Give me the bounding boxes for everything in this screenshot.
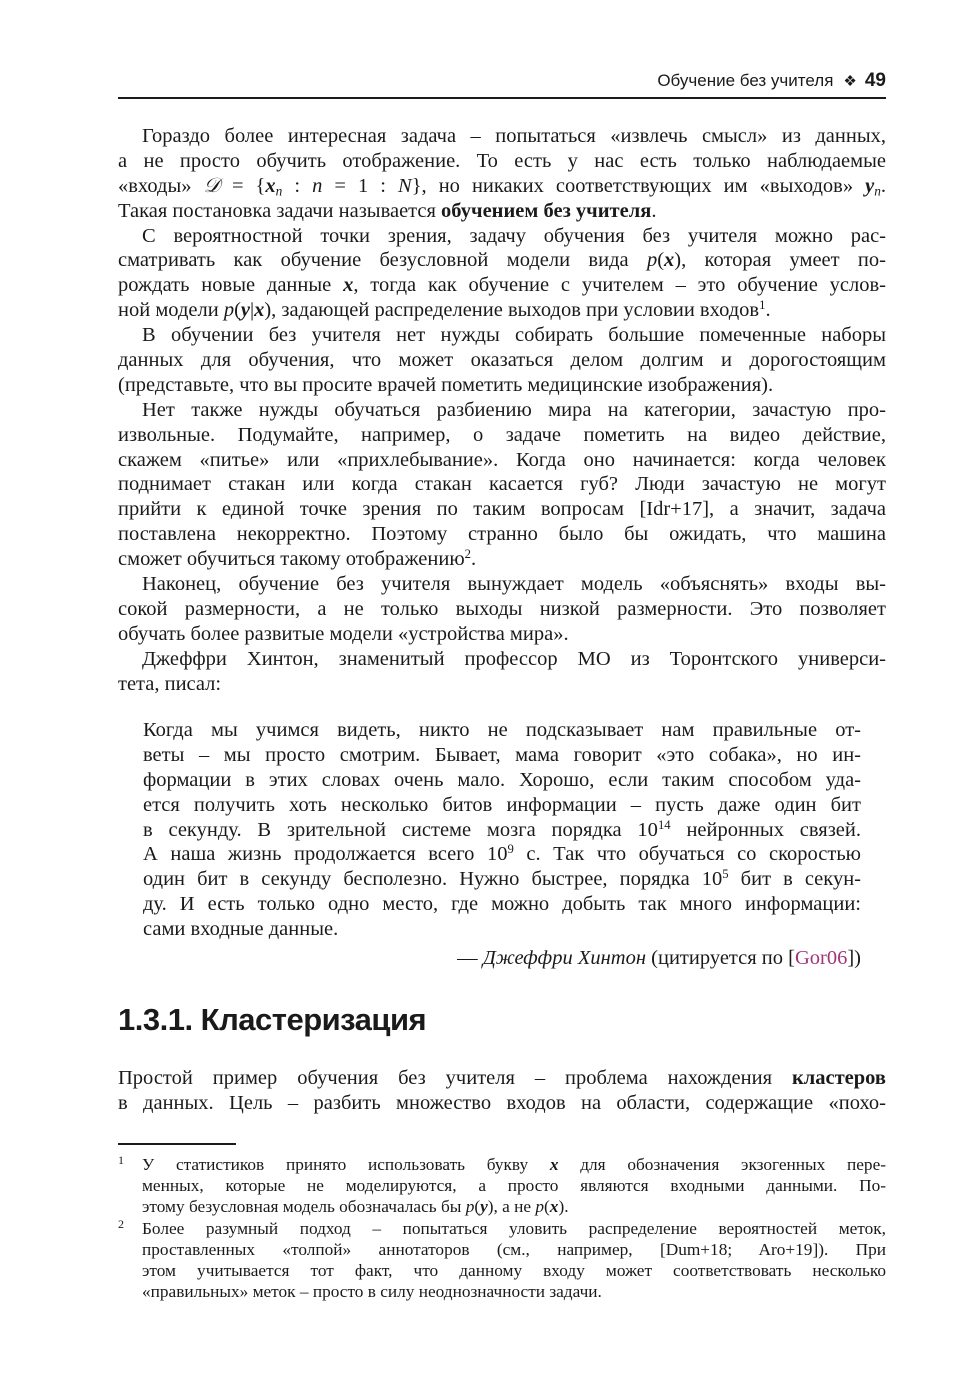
text-segment: p	[535, 1197, 545, 1217]
text-line	[143, 892, 861, 917]
text-segment: = {	[219, 174, 266, 197]
text-segment: 1	[759, 298, 766, 313]
text-line	[118, 224, 886, 249]
footnote-number: 2	[118, 1216, 124, 1231]
text-segment: поднимает стакан или когда стакан касается губ? Люди зачастую не могут	[118, 473, 886, 496]
text-segment: кластеров	[791, 1067, 886, 1089]
text-line	[118, 472, 886, 497]
text-segment: а не просто обучить отображение. То есть у нас есть только наблюдаемые	[118, 149, 886, 172]
text-segment: x	[343, 274, 354, 297]
text-line	[142, 1196, 886, 1217]
text-segment: 𝒟	[203, 174, 220, 197]
text-segment: 5	[722, 867, 729, 882]
text-segment: (	[234, 299, 241, 322]
text-segment: ется получить хоть несколько битов информации – пусть даже один бит	[143, 793, 861, 816]
citation-link[interactable]: Gor06	[794, 947, 848, 969]
text-segment: (	[474, 1197, 481, 1217]
text-segment: извольные. Подумайте, например, о задаче пометить на видео действие,	[118, 423, 886, 446]
text-segment: Такая постановка задачи называется	[118, 199, 442, 222]
text-segment: n	[874, 183, 881, 199]
text-line	[118, 448, 886, 473]
text-segment: x	[664, 249, 675, 272]
text-segment: |	[250, 299, 255, 322]
text-line	[118, 522, 886, 547]
text-segment: обучать более развитые модели «устройства мира».	[118, 622, 569, 645]
text-line	[118, 622, 886, 647]
section-heading: 1.3.1. Кластеризация	[118, 1002, 427, 1037]
text-segment: В обучении без учителя нет нужды собирать большие помеченные наборы	[142, 324, 886, 347]
footnote-number: 1	[118, 1153, 124, 1167]
text-segment: Гораздо более интересная задача – попытаться «извлечь смысл» из данных,	[142, 125, 886, 147]
text-line	[118, 348, 886, 373]
text-segment: .	[765, 299, 771, 322]
text-line	[118, 373, 886, 398]
text-line	[143, 718, 861, 743]
text-segment: этому безусловная модель обозначалась бы	[142, 1197, 466, 1217]
text-line	[142, 1175, 886, 1196]
text-segment: нейронных связей.	[670, 818, 861, 841]
text-line	[118, 497, 886, 522]
text-segment: ), которая умеет по-	[674, 249, 886, 272]
text-segment: 9	[507, 842, 514, 857]
text-segment: , тогда как обучение с учителем – это обучение услов-	[353, 274, 887, 297]
text-segment: 2	[464, 547, 472, 562]
text-segment: с. Так что обучаться со скоростью	[513, 843, 861, 866]
text-line	[118, 298, 886, 323]
running-title: Обучение без учителя	[657, 71, 834, 90]
text-segment: (	[544, 1197, 550, 1217]
text-segment: Наконец, обучение без учителя вынуждает модель «объяснять» входы вы-	[142, 573, 886, 596]
text-segment: (	[657, 249, 665, 272]
text-segment: У статистиков принято использовать букву	[142, 1155, 550, 1174]
text-line	[142, 1154, 886, 1175]
attr-pre: (цитируется по [	[646, 947, 795, 969]
text-segment: менных, которые не моделируются, а просто являются входными данными. По-	[142, 1176, 886, 1196]
text-segment: для обозначения экзогенных пере-	[558, 1155, 886, 1174]
text-segment: данных для обучения, что может оказаться делом долгим и дорогостоящим	[118, 349, 886, 372]
header-rule	[118, 97, 886, 99]
text-line	[142, 1281, 886, 1302]
text-line	[118, 423, 886, 448]
quote-attribution	[143, 947, 861, 970]
text-segment: ной модели	[118, 299, 224, 322]
text-line	[118, 597, 886, 622]
text-segment: ), а не	[487, 1197, 536, 1217]
text-segment: рождать новые данные	[118, 274, 344, 297]
text-segment: Джеффри Хинтон, знаменитый профессор МО из Торонтского универси-	[142, 647, 886, 670]
attr-author: Джеффри Хинтон	[482, 947, 647, 969]
text-segment: .	[471, 548, 477, 571]
footnote-rule	[118, 1143, 236, 1145]
text-segment: p	[223, 299, 235, 322]
attr-post: ])	[847, 947, 861, 969]
text-line	[142, 1260, 886, 1281]
text-segment: в секунду. В зрительной системе мозга порядка 10	[143, 818, 658, 841]
text-segment: p	[646, 249, 658, 272]
text-segment: сможет обучиться такому отображению	[118, 548, 465, 571]
text-line	[118, 273, 886, 298]
text-line	[118, 572, 886, 597]
text-segment: А наша жизнь продолжается всего 10	[143, 843, 508, 866]
ornament-icon: ❖	[843, 73, 857, 90]
text-segment: поставлена некорректно. Поэтому странно было бы ожидать, что машина	[118, 523, 886, 546]
text-segment: «входы»	[118, 174, 204, 197]
footnotes	[118, 1154, 886, 1302]
text-segment: сами входные данные.	[143, 918, 339, 941]
text-line	[142, 1218, 886, 1239]
text-segment: веты – мы просто смотрим. Бывает, мама говорит «это собака», но ин-	[143, 743, 861, 766]
text-line	[118, 248, 886, 273]
text-line	[143, 768, 861, 793]
running-header	[118, 70, 886, 96]
text-segment: ), задающей распределение выходов при условии входов	[264, 299, 760, 322]
body-text	[118, 124, 886, 696]
text-segment: .	[880, 174, 887, 197]
text-line	[118, 398, 886, 423]
text-segment: Простой пример обучения без учителя – проблема нахождения	[118, 1067, 792, 1089]
text-segment: скажем «питье» или «прихлебывание». Когда оно начинается: когда человек	[118, 448, 886, 471]
text-segment: «правильных» меток – просто в силу неоднозначности задачи.	[142, 1282, 602, 1302]
text-line	[143, 743, 861, 768]
page-number: 49	[864, 70, 886, 91]
text-segment: формации в этих словах очень мало. Хорошо, если таким способом уда-	[143, 768, 861, 791]
text-segment: n	[312, 174, 323, 197]
text-segment: бит в секун-	[728, 868, 861, 891]
text-segment: y	[865, 174, 875, 197]
text-line	[143, 818, 861, 843]
text-segment: обучением без учителя	[441, 199, 652, 222]
text-segment: 14	[657, 817, 671, 832]
text-line	[118, 149, 886, 174]
text-segment: x	[549, 1155, 559, 1174]
text-segment: ).	[558, 1197, 569, 1217]
text-segment: прийти к единой точке зрения по таким вопросам [Idr+17], а значит, задача	[118, 498, 886, 521]
text-line	[143, 842, 861, 867]
text-segment: Нет также нужды обучаться разбиению мира на категории, зачастую про-	[142, 398, 886, 421]
text-line	[143, 793, 861, 818]
text-segment: (представьте, что вы просите врачей пометить медицинские изображения).	[118, 373, 774, 396]
text-segment: x	[254, 299, 265, 322]
text-segment: сматривать как обучение безусловной модели вида	[118, 249, 647, 272]
text-segment: в данных. Цель – разбить множество входов на области, содержащие «похо-	[118, 1091, 886, 1114]
text-segment: N	[398, 174, 412, 197]
text-segment: x	[549, 1197, 559, 1217]
blockquote	[143, 718, 861, 942]
text-line	[143, 917, 861, 942]
text-segment: = 1 :	[322, 174, 399, 197]
text-segment: .	[651, 199, 657, 222]
text-line	[142, 1239, 886, 1260]
text-segment: этом учитывается тот факт, что данному входу может соответствовать несколько	[142, 1260, 886, 1280]
text-segment: y	[480, 1197, 488, 1217]
text-segment: y	[240, 299, 250, 322]
text-line	[118, 1066, 886, 1091]
text-segment: x	[265, 174, 276, 197]
text-line	[118, 323, 886, 348]
text-segment: }, но никаких соответствующих им «выходов»	[411, 174, 866, 197]
text-segment: p	[465, 1197, 475, 1217]
text-line	[118, 174, 886, 199]
text-segment: С вероятностной точки зрения, задачу обучения без учителя можно рас-	[142, 224, 886, 247]
text-segment: :	[282, 174, 313, 197]
section-paragraph	[118, 1066, 886, 1116]
attr-dash: —	[457, 947, 483, 969]
text-segment: Более разумный подход – попытаться уловить распределение вероятностей меток,	[142, 1218, 886, 1238]
text-line	[118, 672, 886, 697]
text-segment: проставленных «толпой» аннотаторов (см., например, [Dum+18; Aro+19]). При	[142, 1239, 886, 1259]
text-line	[118, 647, 886, 672]
text-segment: тета, писал:	[118, 672, 222, 695]
footnote	[118, 1218, 886, 1303]
text-segment: n	[275, 183, 283, 199]
footnote	[118, 1154, 886, 1218]
text-segment: сокой размерности, а не только выходы низкой размерности. Это позволяет	[118, 597, 886, 620]
text-line	[118, 124, 886, 149]
text-line	[143, 867, 861, 892]
text-segment: ду. И есть только одно место, где можно добыть так много информации:	[143, 893, 861, 916]
text-line	[118, 199, 886, 224]
text-segment: Когда мы учимся видеть, никто не подсказывает нам правильные от-	[143, 719, 861, 741]
text-line	[118, 1091, 886, 1116]
text-segment: один бит в секунду бесполезно. Нужно быстрее, порядка 10	[143, 868, 723, 891]
text-line	[118, 547, 886, 572]
